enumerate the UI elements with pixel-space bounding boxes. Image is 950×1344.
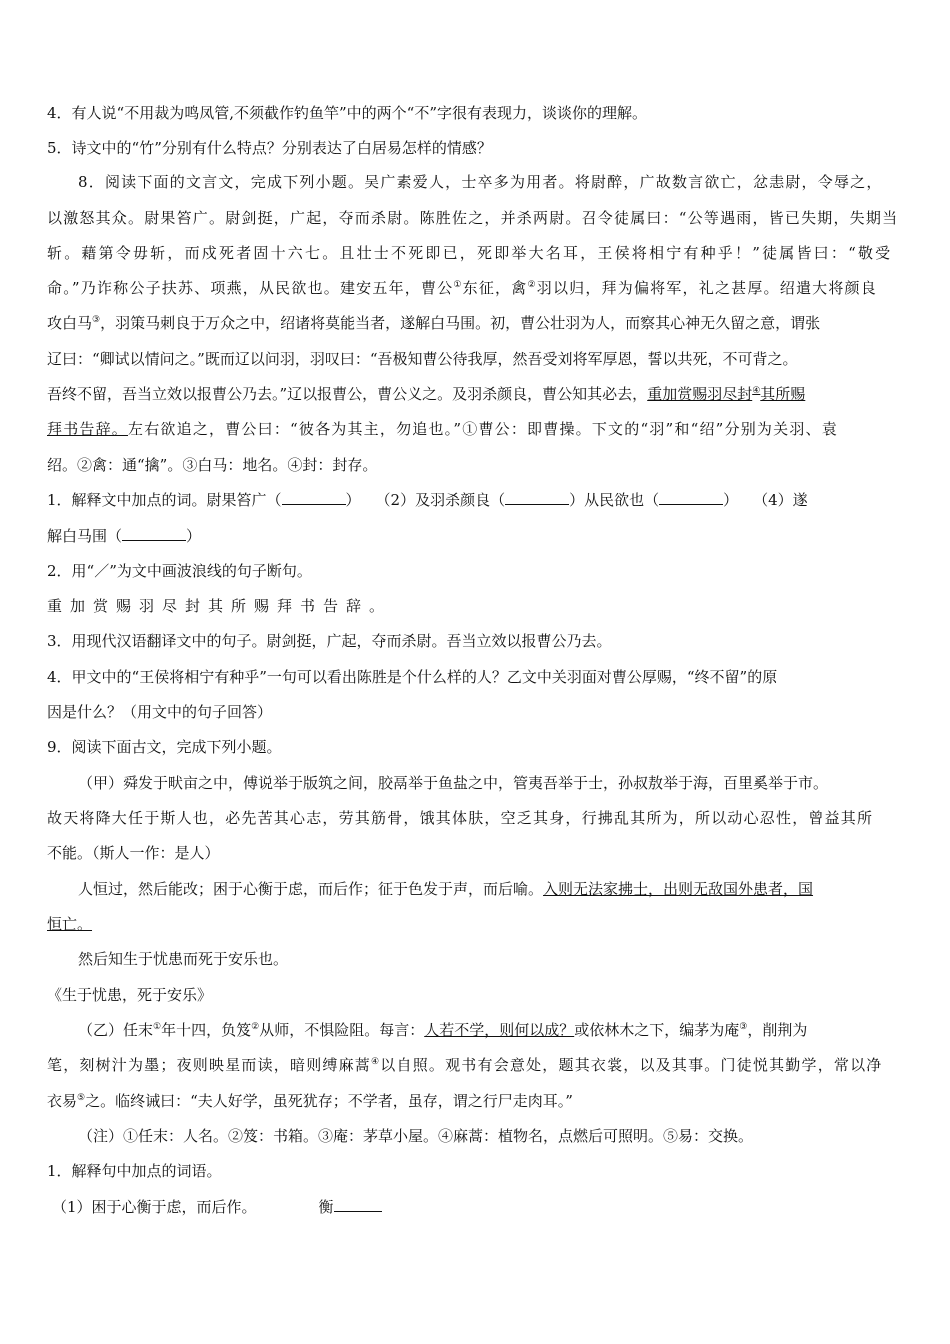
underlined-sentence-part-1: 入则无法家拂士，出则无敌国外患者，国 [543,880,814,898]
question-5-poem: 5．诗文中的“竹”分别有什么特点？分别表达了白居易怎样的情感？ [47,139,492,157]
q8-l4-part-c: 羽以归，拜为偏将军，礼之甚厚。绍遣大将颜良 [536,279,877,297]
q8-sub-1-text-f: ） [186,527,202,545]
q8-passage-line-7 [47,384,805,404]
wavy-underlined-sentence-part-1: 重加赏赐羽尽封 [647,385,753,403]
footnote-mark-4: ④ [752,386,761,396]
q8-passage-line-5 [47,313,820,333]
footnote-mark-4: ④ [371,1057,381,1067]
q8-sub-2: 2．用“／”为文中画波浪线的句子断句。 [47,562,312,580]
answer-blank[interactable] [334,1197,382,1212]
q9-jia-line-4 [78,879,813,899]
q8-sub-1-text-d: ） （4）遂 [723,491,808,509]
q9-jia-line-1: （甲）舜发于畎亩之中，傅说举于版筑之间，胶鬲举于鱼盐之中，管夷吾举于士，孙叔敖举于海，百里奚举于市。 [78,774,829,792]
q9-title: 9．阅读下面古文，完成下列小题。 [47,738,282,756]
q8-sub-1-text-e: 解白马围（ [47,527,123,545]
footnote-mark-1: ① [453,280,463,290]
footnote-mark-5: ⑤ [77,1093,86,1103]
answer-blank[interactable] [122,526,186,541]
q8-sub-4-cont: 因是什么？（用文中的句子回答） [47,703,273,721]
q8-passage-notes: 绍。②禽：通“擒”。③白马：地名。④封：封存。 [47,456,378,474]
q8-sub-3: 3．用现代汉语翻译文中的句子。尉剑挺，广起，夺而杀尉。吾当立效以报曹公乃去。 [47,632,612,650]
q9-sub-1-item-1-word: 衡 [318,1198,334,1216]
q8-passage-line-1: 8．阅读下面的文言文，完成下列小题。吴广素爱人，士卒多为用者。将尉醉，广故数言欲亡，忿恚尉，令辱之， [78,173,883,191]
q9-yi-line-3 [47,1091,573,1111]
q8-passage-line-3: 斩。藉第令毋斩，而戍死者固十六七。且壮士不死即已，死即举大名耳，王侯将相宁有种乎！”徒属皆曰：“敬受 [47,244,893,262]
q8-l4-part-a: 命。”乃诈称公子扶苏、项燕，从民欲也。建安五年，曹公 [47,279,454,297]
q9-jia4-part-a: 人恒过，然后能改；困于心衡于虑，而后作；征于色发于声，而后喻。 [78,880,544,898]
q9-yi2-part-b: 以自照。观书有会意处，题其衣裳，以及其事。门徒悦其勤学，常以净 [380,1056,883,1074]
q9-yi1-part-c: 从师，不惧险阻。每言： [259,1021,425,1039]
q8-sub-1-text-a: 1．解释文中加点的词。尉果笞广（ [47,491,282,509]
footnote-mark-3: ③ [739,1022,748,1032]
q9-yi3-part-b: 之。临终诫曰：“夫人好学，虽死犹存；不学者，虽存，谓之行尸走肉耳。” [85,1092,573,1110]
q8-sub-1-cont [47,526,201,546]
q8-passage-line-6: 辽曰：“卿试以情问之。”既而辽以问羽，羽叹曰：“吾极知曹公待我厚，然吾受刘将军厚恩，誓以共死，不可背之。 [47,350,798,368]
q9-sub-1: 1．解释句中加点的词语。 [47,1162,222,1180]
q8-l8-part-b: 左右欲追之，曹公曰：“彼各为其主，勿追也。”①曹公：即曹操。下文的“羽”和“绍”分别为关羽、袁 [128,420,838,438]
q9-sub-1-item-1-text: （1）困于心衡于虑，而后作。 [52,1198,257,1216]
q8-l4-part-b: 东征，禽 [462,279,528,297]
underlined-quote: 人若不学，则何以成？ [424,1021,575,1039]
q9-yi-line-2 [47,1055,883,1075]
q8-passage-line-4 [47,278,877,298]
q9-jia-line-3: 不能。（斯人一作：是人） [47,844,220,862]
q9-yi1-part-b: 年十四，负笈 [161,1021,252,1039]
q9-jia-line-2: 故天将降大任于斯人也，必先苦其心志，劳其筋骨，饿其体肤，空乏其身，行拂乱其所为，所以动心忍性，曾益其所 [47,809,874,827]
footnote-mark-2: ② [251,1022,260,1032]
q8-sub-4: 4．甲文中的“王侯将相宁有种乎”一句可以看出陈胜是个什么样的人？乙文中关羽面对曹公厚赐，“终不留”的原 [47,668,778,686]
q8-sub-1-text-b: ） （2）及羽杀颜良（ [345,491,506,509]
q9-yi1-part-f: ，削荆为 [747,1021,808,1039]
q9-yi-line-1 [78,1020,807,1040]
footnote-mark-3: ③ [92,315,101,325]
q8-sub-1 [47,490,808,510]
q8-l7-part-a: 吾终不留，吾当立效以报曹公乃去。”辽以报曹公，曹公义之。及羽杀颜良，曹公知其必去， [47,385,648,403]
question-4-poem: 4．有人说“不用裁为鸣凤管,不须截作钓鱼竿”中的两个“不”字很有表现力，谈谈你的理解。 [47,104,647,122]
q8-sub-1-text-c: ）从民欲也（ [569,491,660,509]
q8-l5-part-b: ，羽策马刺良于万众之中，绍诸将莫能当者，遂解白马围。初，曹公壮羽为人，而察其心神无久留之意，谓张 [100,314,821,332]
q9-yi1-part-e: 或依林木之下，编茅为庵 [574,1021,740,1039]
wavy-underlined-sentence-part-2: 其所赐 [760,385,806,403]
q9-sub-1-item-1 [52,1197,382,1217]
q8-l5-part-a: 攻白马 [47,314,93,332]
q9-yi2-part-a: 笔，刻树汁为墨；夜则映星而读，暗则缚麻蒿 [47,1056,372,1074]
q8-passage-line-8 [47,419,838,439]
q8-sub-2-sentence: 重加赏赐羽尽封其所赐拜书告辞。 [47,597,393,615]
answer-blank[interactable] [659,490,723,505]
q9-yi1-part-a: （乙）任末 [78,1021,154,1039]
q9-jia-source: 《生于忧患，死于安乐》 [47,986,213,1004]
q9-jia-line-6: 然后知生于忧患而死于安乐也。 [78,950,289,968]
q9-yi3-part-a: 衣易 [47,1092,78,1110]
underlined-sentence-part-2: 恒亡。 [47,915,93,933]
wavy-underlined-sentence-part-3: 拜书告辞。 [47,420,129,438]
footnote-mark-1: ① [153,1022,162,1032]
footnote-mark-2: ② [527,280,537,290]
q8-passage-line-2: 以激怒其众。尉果笞广。尉剑挺，广起，夺而杀尉。陈胜佐之，并杀两尉。召令徒属曰：“公等遇雨，皆已失期，失期当 [47,209,899,227]
q9-notes: （注）①任末：人名。②笈：书箱。③庵：茅草小屋。④麻蒿：植物名，点燃后可照明。⑤易：交换。 [78,1127,754,1145]
answer-blank[interactable] [505,490,569,505]
answer-blank[interactable] [282,490,346,505]
